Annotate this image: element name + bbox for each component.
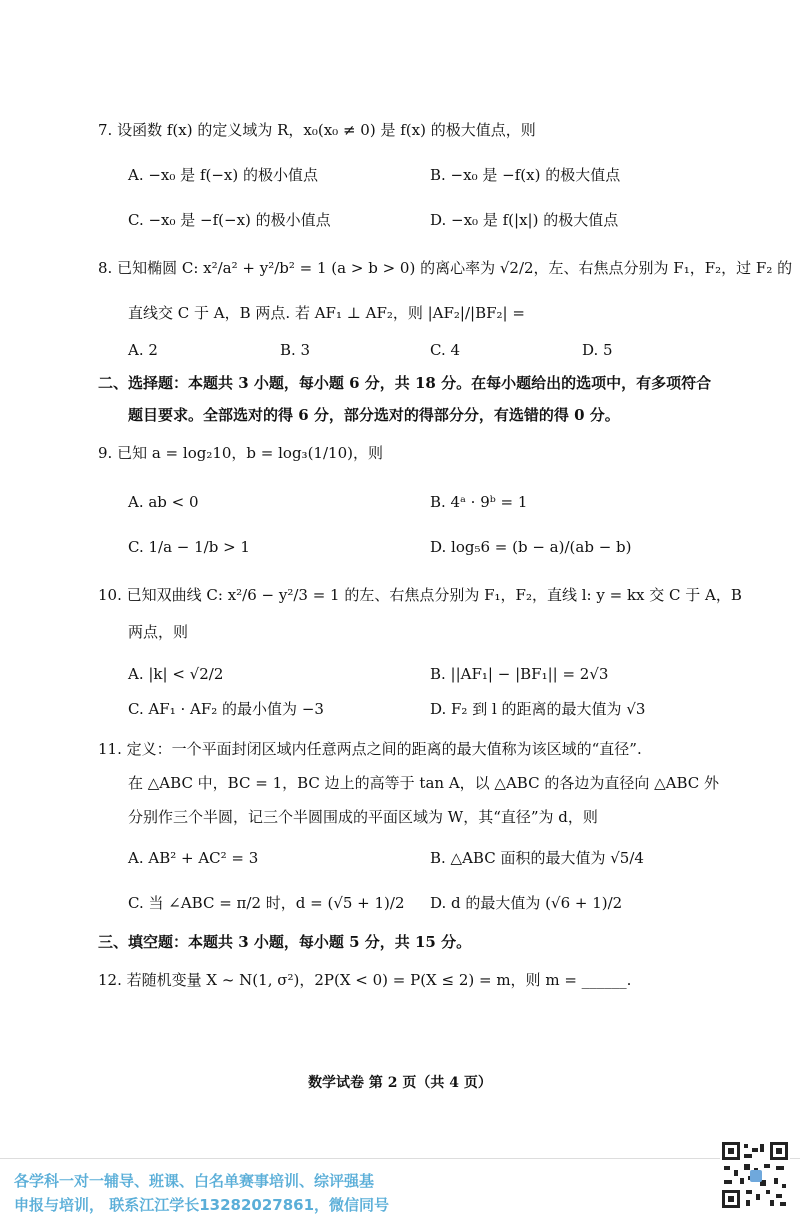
q8-stem: 8. 已知椭圆 C: x²/a² + y²/b² = 1 (a > b > 0) 的离心率为 √2/2，左、右焦点分别为 F₁，F₂，过 F₂ 的 [98, 259, 793, 277]
q11-option-b: B. △ABC 面积的最大值为 √5/4 [430, 849, 644, 867]
q8-option-b: B. 3 [280, 341, 311, 359]
q10-option-a: A. |k| < √2/2 [128, 665, 224, 683]
q11-stem-line2: 在 △ABC 中，BC = 1，BC 边上的高等于 tan A，以 △ABC 的各边为直径向 △ABC 外 [128, 774, 720, 792]
q8-stem-line2: 直线交 C 于 A，B 两点. 若 AF₁ ⊥ AF₂，则 |AF₂|/|BF₂| = [128, 304, 525, 322]
q11-option-a: A. AB² + AC² = 3 [128, 849, 259, 867]
q10-stem: 10. 已知双曲线 C: x²/6 − y²/3 = 1 的左、右焦点分别为 F₁，F₂，直线 l: y = kx 交 C 于 A，B [98, 586, 742, 604]
q8-option-c: C. 4 [430, 341, 461, 359]
q10-stem-line2: 两点，则 [128, 623, 189, 641]
ad-line-2: 申报与培训， 联系江江学长13282027861，微信同号 [14, 1196, 390, 1214]
q11-option-c: C. 当 ∠ABC = π/2 时，d = (√5 + 1)/2 [128, 894, 405, 912]
qr-code-icon [720, 1140, 790, 1210]
q8-option-a: A. 2 [128, 341, 158, 359]
q11-option-d: D. d 的最大值为 (√6 + 1)/2 [430, 894, 623, 912]
q12-stem: 12. 若随机变量 X ~ N(1, σ²)，2P(X < 0) = P(X ≤ 2) = m，则 m = ______. [98, 971, 632, 989]
section-2-heading: 二、选择题：本题共 3 小题，每小题 6 分，共 18 分。在每小题给出的选项中，有多项符合 [98, 374, 712, 392]
q9-option-a: A. ab < 0 [128, 493, 199, 511]
q9-stem: 9. 已知 a = log₂10，b = log₃(1/10)，则 [98, 444, 383, 462]
q11-stem: 11. 定义：一个平面封闭区域内任意两点之间的距离的最大值称为该区域的“直径”. [98, 740, 642, 758]
q9-option-d: D. log₅6 = (b − a)/(ab − b) [430, 538, 632, 556]
q7-option-d: D. −x₀ 是 f(|x|) 的极大值点 [430, 211, 619, 229]
q10-option-c: C. AF₁ · AF₂ 的最小值为 −3 [128, 700, 324, 718]
page-footer: 数学试卷 第 2 页（共 4 页） [308, 1075, 492, 1091]
ad-line-1: 各学科一对一辅导、班课、白名单赛事培训、综评强基 [14, 1172, 375, 1190]
q7-option-b: B. −x₀ 是 −f(x) 的极大值点 [430, 166, 621, 184]
q9-option-b: B. 4ᵃ · 9ᵇ = 1 [430, 493, 528, 511]
q7-option-c: C. −x₀ 是 −f(−x) 的极小值点 [128, 211, 331, 229]
section-3-heading: 三、填空题：本题共 3 小题，每小题 5 分，共 15 分。 [98, 933, 472, 951]
q10-option-d: D. F₂ 到 l 的距离的最大值为 √3 [430, 700, 646, 718]
q7-option-a: A. −x₀ 是 f(−x) 的极小值点 [128, 166, 318, 184]
q9-option-c: C. 1/a − 1/b > 1 [128, 538, 250, 556]
q11-stem-line3: 分别作三个半圆，记三个半圆围成的平面区域为 W，其“直径”为 d，则 [128, 808, 598, 826]
q7-stem: 7. 设函数 f(x) 的定义域为 R，x₀(x₀ ≠ 0) 是 f(x) 的极大值点，则 [98, 121, 536, 139]
q8-option-d: D. 5 [582, 341, 613, 359]
section-2-instructions: 题目要求。全部选对的得 6 分，部分选对的得部分分，有选错的得 0 分。 [128, 406, 620, 424]
q10-option-b: B. ||AF₁| − |BF₁|| = 2√3 [430, 665, 609, 683]
divider [0, 1158, 800, 1159]
